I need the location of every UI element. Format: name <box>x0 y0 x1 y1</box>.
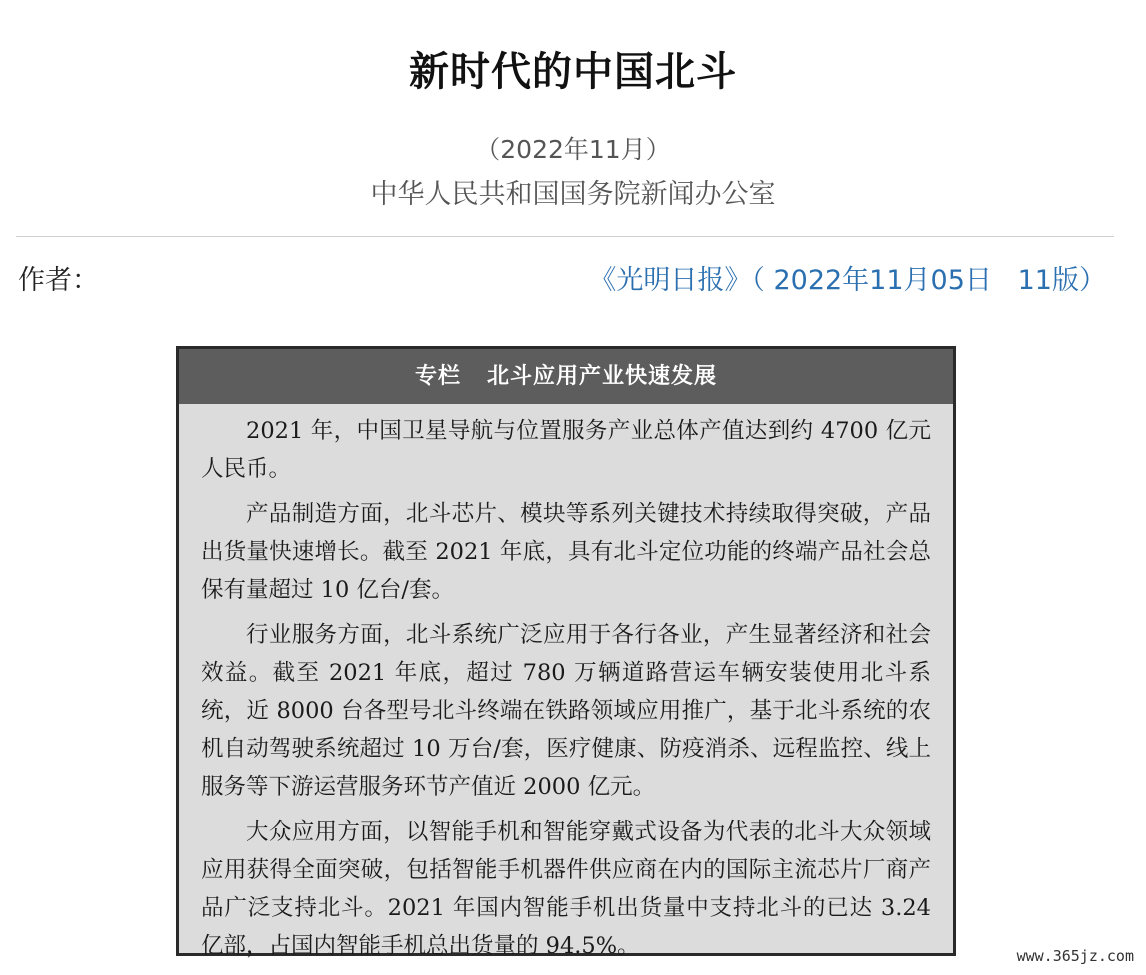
header-divider <box>16 236 1114 237</box>
page-title: 新时代的中国北斗 <box>409 49 737 95</box>
box-paragraph: 大众应用方面，以智能手机和智能穿戴式设备为代表的北斗大众领域应用获得全面突破，包括智能手机器件供应商在内的国际主流芯片厂商产品广泛支持北斗。2021 年国内智能手机出货量中支持北斗的已达 3.24 亿部，占国内智能手机总出货量的 94.5%。 <box>201 819 931 959</box>
source-link[interactable]: 《光明日报》（ 2022年11月05日 11版） <box>589 265 1106 296</box>
box-paragraph: 2021 年，中国卫星导航与位置服务产业总体产值达到约 4700 亿元人民币。 <box>201 418 931 482</box>
publisher-name: 中华人民共和国国务院新闻办公室 <box>370 179 776 210</box>
box-paragraph: 行业服务方面，北斗系统广泛应用于各行各业，产生显著经济和社会效益。截至 2021 年底，超过 780 万辆道路营运车辆安装使用北斗系统，近 8000 台各型号北斗终端在铁路领域应用推广，基于北斗系统的农机自动驾驶系统超过 10 万台/套，医疗健康、防疫消杀、远程监控、线上服务等下游运营服务环节产值近 2000 亿元。 <box>201 622 931 800</box>
sidebar-box-body <box>179 404 953 965</box>
sidebar-box-header: 专栏 北斗应用产业快速发展 <box>179 349 953 404</box>
sidebar-box <box>176 346 956 959</box>
author-label: 作者： <box>18 265 99 296</box>
box-paragraph: 产品制造方面，北斗芯片、模块等系列关键技术持续取得突破，产品出货量快速增长。截至 2021 年底，具有北斗定位功能的终端产品社会总保有量超过 10 亿台/套。 <box>201 501 931 603</box>
publication-date: （2022年11月） <box>475 135 671 164</box>
site-watermark: www.365jz.com <box>1011 945 1140 967</box>
